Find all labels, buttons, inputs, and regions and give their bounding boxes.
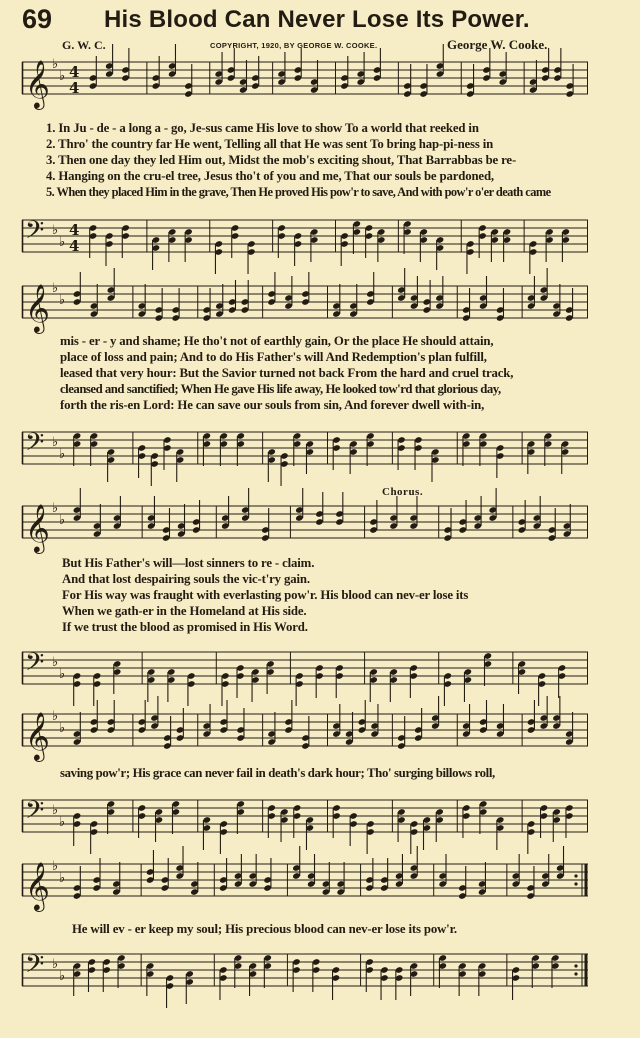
flat-sign-icon: ♭	[59, 667, 66, 682]
treble-staff	[22, 57, 588, 108]
verse-1-line: But His Father's will—lost sinners to re - claim.	[62, 556, 315, 570]
treble-clef-icon: 𝄞	[25, 503, 50, 552]
music-credit: George W. Cooke.	[447, 37, 548, 52]
flat-sign-icon: ♭	[52, 223, 59, 238]
verse-4-line: When we gath-er in the Homeland at His side.	[62, 604, 307, 618]
verse-3-line: For His way was fraught with everlasting pow'r. His blood can nev-er lose its	[62, 588, 469, 602]
flat-sign-icon: ♭	[52, 709, 59, 724]
time-signature-digit: 4	[69, 221, 80, 239]
verse-3-line: 3. Then one day they led Him out, Midst the mob's exciting shout, That Barrabbas be re-	[46, 153, 517, 167]
hymn-number: 69	[22, 4, 53, 34]
bass-staff-lines	[22, 648, 588, 688]
bass-clef-icon: 𝄢	[25, 216, 45, 251]
verse-4-line: cleansed and sanctified; When He gave His life away, He looked tow'rd that glorious day,	[60, 382, 501, 396]
time-signature-digit: 4	[69, 237, 80, 255]
bass-staff	[22, 648, 588, 688]
verse-1-line: mis - er - y and shame; He tho't not of earthly gain, Or the place He should attain,	[60, 334, 494, 348]
treble-clef-icon: 𝄞	[25, 283, 50, 332]
verse-3-line: leased that very hour: But the Savior turned not back From the hard and cruel track,	[60, 366, 514, 380]
flat-sign-icon: ♭	[59, 513, 66, 528]
verse-2-line: And that lost despairing souls the vic-t'ry gain.	[62, 572, 310, 586]
flat-sign-icon: ♭	[52, 281, 59, 296]
bass-staff	[22, 950, 588, 990]
time-signature-digit: 4	[69, 63, 80, 81]
chorus-line: saving pow'r; His grace can never fail in death's dark hour; Tho' surging billows roll,	[60, 766, 495, 780]
time-signature-digit: 4	[69, 79, 80, 97]
bass-staff	[22, 216, 588, 256]
flat-sign-icon: ♭	[59, 235, 66, 250]
bass-staff-lines	[22, 216, 588, 256]
flat-sign-icon: ♭	[52, 957, 59, 972]
chorus-line: He will ev - er keep my soul; His precious blood can nev-er lose its pow'r.	[72, 922, 457, 936]
treble-staff-lines	[22, 281, 588, 332]
flat-sign-icon: ♭	[52, 859, 59, 874]
flat-sign-icon: ♭	[52, 655, 59, 670]
flat-sign-icon: ♭	[52, 803, 59, 818]
verse-2-line: 2. Thro' the country far He went, Telling all that He was sent To bring hap-pi-ness in	[46, 137, 494, 151]
verse-5-line: forth the ris-en Lord: He can save our souls from sin, And forever dwell with-in,	[60, 398, 485, 412]
flat-sign-icon: ♭	[52, 501, 59, 516]
treble-staff	[22, 709, 588, 760]
verse-5-line: 5. When they placed Him in the grave, Then He proved His pow'r to save, And with pow'r o'er death came	[46, 185, 551, 199]
flat-sign-icon: ♭	[59, 447, 66, 462]
hymn-title: His Blood Can Never Lose Its Power.	[104, 6, 530, 33]
flat-sign-icon: ♭	[59, 815, 66, 830]
flat-sign-icon: ♭	[59, 871, 66, 886]
chorus-label: Chorus.	[382, 486, 424, 498]
bass-staff-lines	[22, 796, 588, 836]
verse-1-line: 1. In Ju - de - a long a - go, Je-sus came His love to show To a world that reeked in	[46, 121, 479, 135]
flat-sign-icon: ♭	[52, 57, 59, 72]
flat-sign-icon: ♭	[59, 69, 66, 84]
bass-clef-icon: 𝄢	[25, 428, 45, 463]
flat-sign-icon: ♭	[52, 435, 59, 450]
flat-sign-icon: ♭	[59, 969, 66, 984]
treble-staff-lines	[22, 57, 588, 108]
verse-4-line: 4. Hanging on the cru-el tree, Jesus tho't of you and me, That our souls be pardoned,	[46, 169, 494, 183]
bass-clef-icon: 𝄢	[25, 648, 45, 683]
copyright-notice: COPYRIGHT, 1920, BY GEORGE W. COOKE.	[210, 41, 378, 50]
bass-clef-icon: 𝄢	[25, 796, 45, 831]
treble-staff-lines	[22, 859, 588, 910]
bass-staff-lines	[22, 428, 588, 468]
flat-sign-icon: ♭	[59, 721, 66, 736]
treble-staff	[22, 281, 588, 332]
bass-staff-lines	[22, 950, 588, 990]
verse-5-line: If we trust the blood as promised in His Word.	[62, 620, 308, 634]
treble-staff	[22, 501, 588, 552]
treble-clef-icon: 𝄞	[25, 59, 50, 108]
bass-staff	[22, 796, 588, 836]
verse-2-line: place of loss and pain; And to do His Father's will And Redemption's plan fulfill,	[60, 350, 487, 364]
flat-sign-icon: ♭	[59, 293, 66, 308]
bass-clef-icon: 𝄢	[25, 950, 45, 985]
treble-staff-lines	[22, 709, 588, 760]
treble-clef-icon: 𝄞	[25, 711, 50, 760]
treble-staff-lines	[22, 501, 588, 552]
treble-clef-icon: 𝄞	[25, 861, 50, 910]
treble-staff	[22, 859, 588, 910]
bass-staff	[22, 428, 588, 468]
words-credit: G. W. C.	[62, 38, 106, 52]
